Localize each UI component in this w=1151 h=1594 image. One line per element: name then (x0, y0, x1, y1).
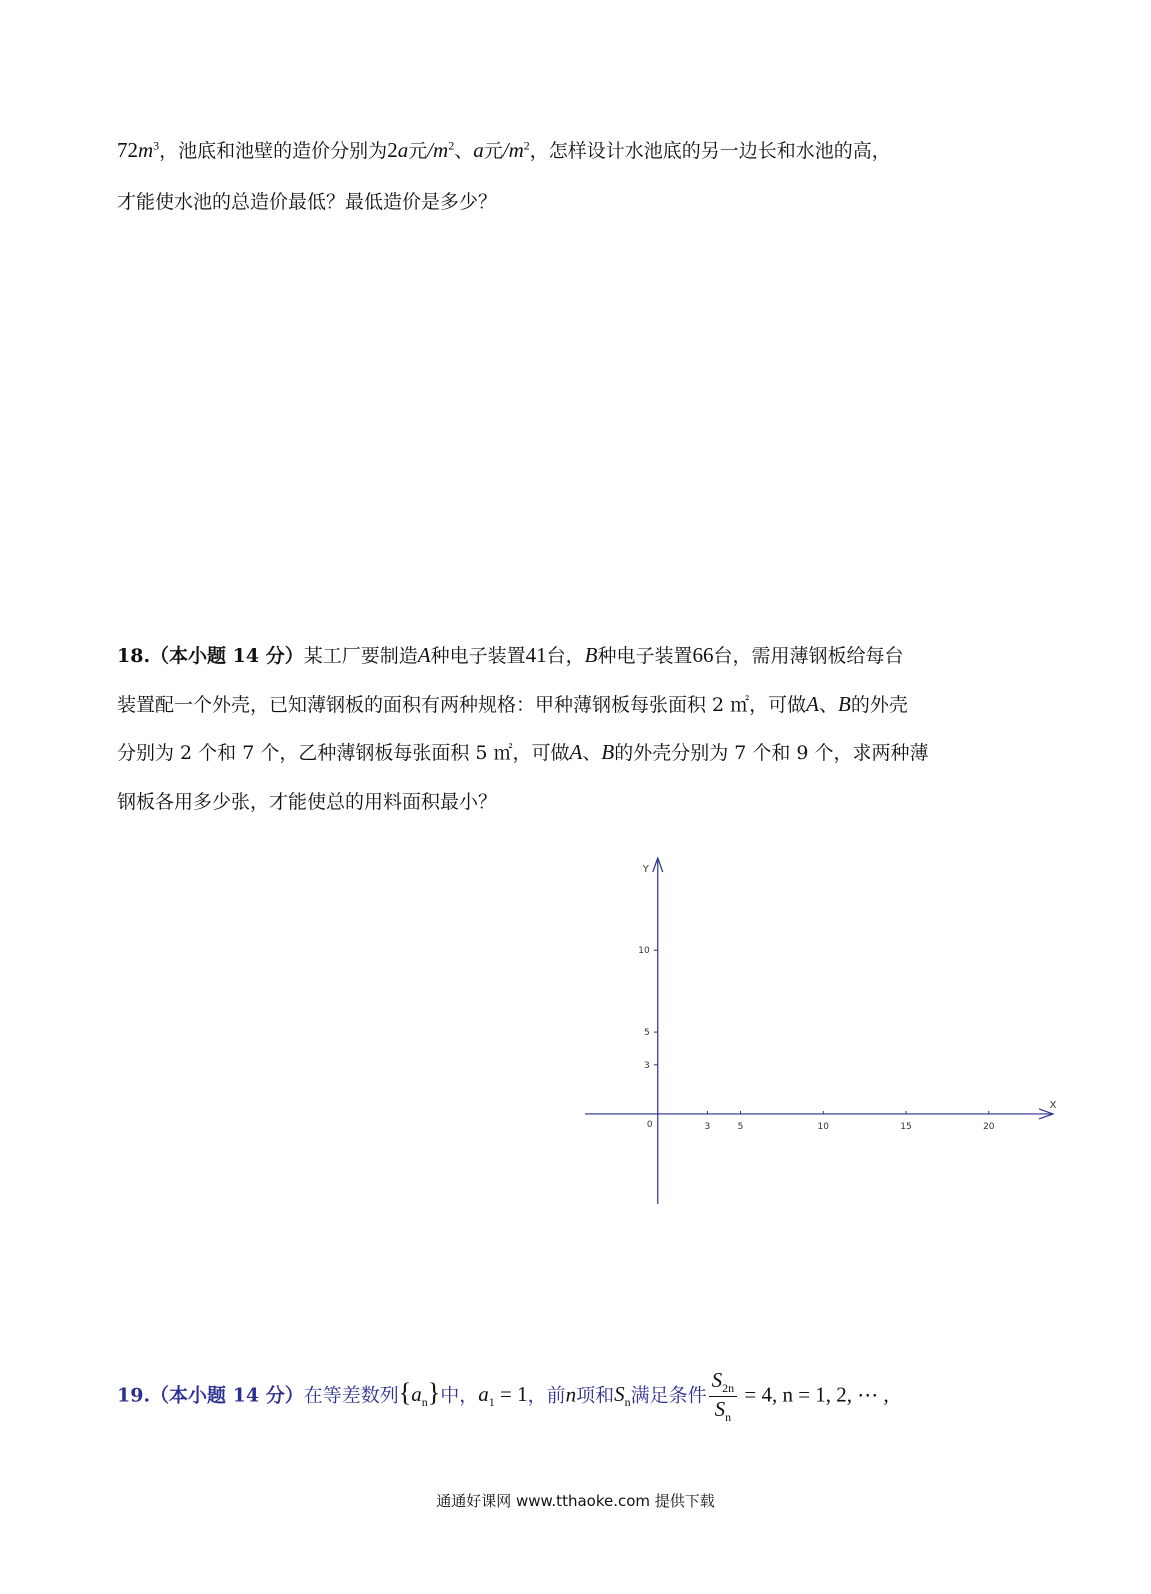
q17-text-1: ，池底和池壁的造价分别为 (159, 140, 388, 162)
var-S: S (714, 1396, 726, 1421)
q17-text-2: 、 (454, 140, 474, 162)
var-S: S (614, 1382, 625, 1407)
var-B: B (601, 740, 615, 764)
q19-text: 项和 (576, 1384, 615, 1407)
q18-text: 的外壳 (850, 694, 908, 716)
q18-text: 种电子装置 (597, 645, 693, 667)
origin-label: 0 (646, 1119, 653, 1130)
ratio-fraction (709, 1368, 738, 1425)
q18-heading: 18.（本小题 14 分） (117, 645, 304, 667)
q18-line-2 (117, 690, 908, 717)
var-A: A (417, 643, 431, 667)
exp-1: 2 (448, 138, 455, 153)
price1-number: 2 (387, 138, 398, 162)
left-brace: { (398, 1378, 412, 1408)
equals-1: = 1 (494, 1382, 528, 1407)
x-tick-label: 5 (737, 1121, 744, 1132)
condition-tail: = 4, n = 1, 2, ⋯ , (739, 1382, 889, 1407)
x-axis-label: X (1049, 1099, 1057, 1111)
yuan-1: 元 (408, 140, 428, 162)
q19-text: 在等差数列 (303, 1384, 399, 1407)
q17-text-3: ，怎样设计水池底的另一边长和水池的高， (529, 140, 891, 162)
q19-text: 满足条件 (630, 1384, 707, 1407)
x-tick-label: 15 (900, 1121, 912, 1132)
q18-text: 、 (582, 742, 602, 764)
y-axis-label: Y (642, 864, 649, 875)
q19-text: 中， (440, 1384, 479, 1407)
sub-2n: 2n (722, 1380, 735, 1395)
Sn-symbol (614, 1382, 631, 1410)
q18-text: 的外壳分别为 7 个和 9 个，求两种薄 (614, 742, 929, 764)
q18-line-4: 钢板各用多少张，才能使总的用料面积最小？ (117, 791, 498, 813)
y-tick-label: 3 (644, 1060, 650, 1071)
yuan-2: 元 (483, 140, 503, 162)
q18-text: 某工厂要制造 (303, 645, 418, 667)
q18-text: 台，需用薄钢板给每台 (713, 645, 904, 667)
q18-line-1 (117, 641, 903, 668)
q18-text: 分别为 2 个和 7 个，乙种薄钢板每张面积 5 ㎡，可做 (117, 742, 570, 764)
sub-n: n (421, 1395, 428, 1410)
a1-equation (478, 1382, 528, 1410)
q19-text: ，前 (527, 1384, 566, 1407)
volume-unit: m (138, 138, 154, 162)
unit-1: m (433, 138, 449, 162)
fraction-numerator (709, 1368, 738, 1397)
price1-var: a (397, 138, 409, 162)
right-brace: } (427, 1378, 441, 1408)
q19-line-1 (117, 1368, 889, 1425)
var-A: A (569, 740, 583, 764)
coordinate-axes (575, 852, 1065, 1204)
volume-exponent: 3 (153, 138, 160, 153)
var-B: B (584, 643, 598, 667)
y-tick-label: 10 (638, 946, 650, 957)
q18-line-3 (117, 738, 929, 765)
q19-heading: 19.（本小题 14 分） (117, 1384, 304, 1407)
sub-n: n (725, 1409, 732, 1424)
var-a: a (411, 1382, 422, 1407)
fraction-denominator (709, 1397, 738, 1425)
unit-2: m (508, 138, 524, 162)
slash-1: / (427, 138, 434, 162)
q17-line-1 (117, 136, 891, 163)
count-41: 41 (525, 643, 547, 667)
q18-text: 装置配一个外壳，已知薄钢板的面积有两种规格：甲种薄钢板每张面积 2 ㎡，可做 (117, 694, 807, 716)
footer-source: 通通好课网 www.tthaoke.com 提供下载 (436, 1492, 715, 1510)
x-tick-label: 10 (817, 1121, 830, 1132)
price2-var: a (473, 138, 484, 162)
exp-2: 2 (523, 138, 530, 153)
var-S: S (711, 1368, 723, 1392)
volume-number: 72 (117, 138, 138, 162)
var-a1: a (478, 1382, 489, 1407)
x-tick-label: 20 (983, 1121, 995, 1132)
slash-2: / (502, 138, 509, 162)
x-tick-label: 3 (704, 1121, 711, 1132)
y-tick-label: 5 (644, 1028, 650, 1039)
q18-text: 台， (546, 645, 585, 667)
q17-line-2: 才能使水池的总造价最低？最低造价是多少？ (117, 191, 498, 213)
sub-n: n (624, 1395, 631, 1410)
sequence-notation (398, 1378, 441, 1410)
var-A: A (806, 692, 819, 716)
var-B: B (838, 692, 851, 716)
sub-1: 1 (488, 1395, 495, 1410)
q18-text: 种电子装置 (430, 645, 526, 667)
var-n: n (565, 1382, 577, 1407)
q18-text: 、 (819, 694, 839, 716)
count-66: 66 (692, 643, 714, 667)
